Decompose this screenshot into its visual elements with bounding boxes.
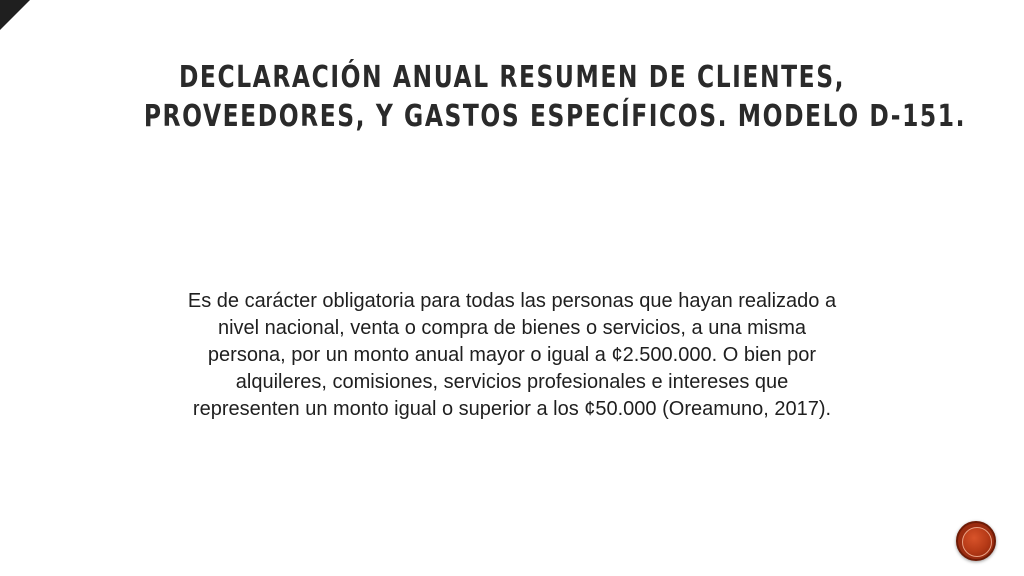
slide-body-text [70, 288, 954, 423]
slide-title-line: PROVEEDORES, Y GASTOS ESPECÍFICOS. MODELO D-151. [143, 99, 967, 134]
corner-decoration [0, 0, 30, 30]
body-line: Es de carácter obligatoria para todas las personas que hayan realizado a [187, 290, 837, 312]
body-line: persona, por un monto anual mayor o igual a ¢2.500.000. O bien por [207, 344, 817, 366]
body-line: representen un monto igual o superior a los ¢50.000 (Oreamuno, 2017). [192, 398, 832, 420]
slide-title [143, 58, 967, 136]
circle-button-inner [962, 527, 992, 557]
circle-button-icon[interactable] [956, 521, 996, 561]
body-line: alquileres, comisiones, servicios profesionales e intereses que [235, 371, 789, 393]
slide-title-line: DECLARACIÓN ANUAL RESUMEN DE CLIENTES, [178, 60, 846, 95]
body-line: nivel nacional, venta o compra de bienes o servicios, a una misma [217, 317, 807, 339]
